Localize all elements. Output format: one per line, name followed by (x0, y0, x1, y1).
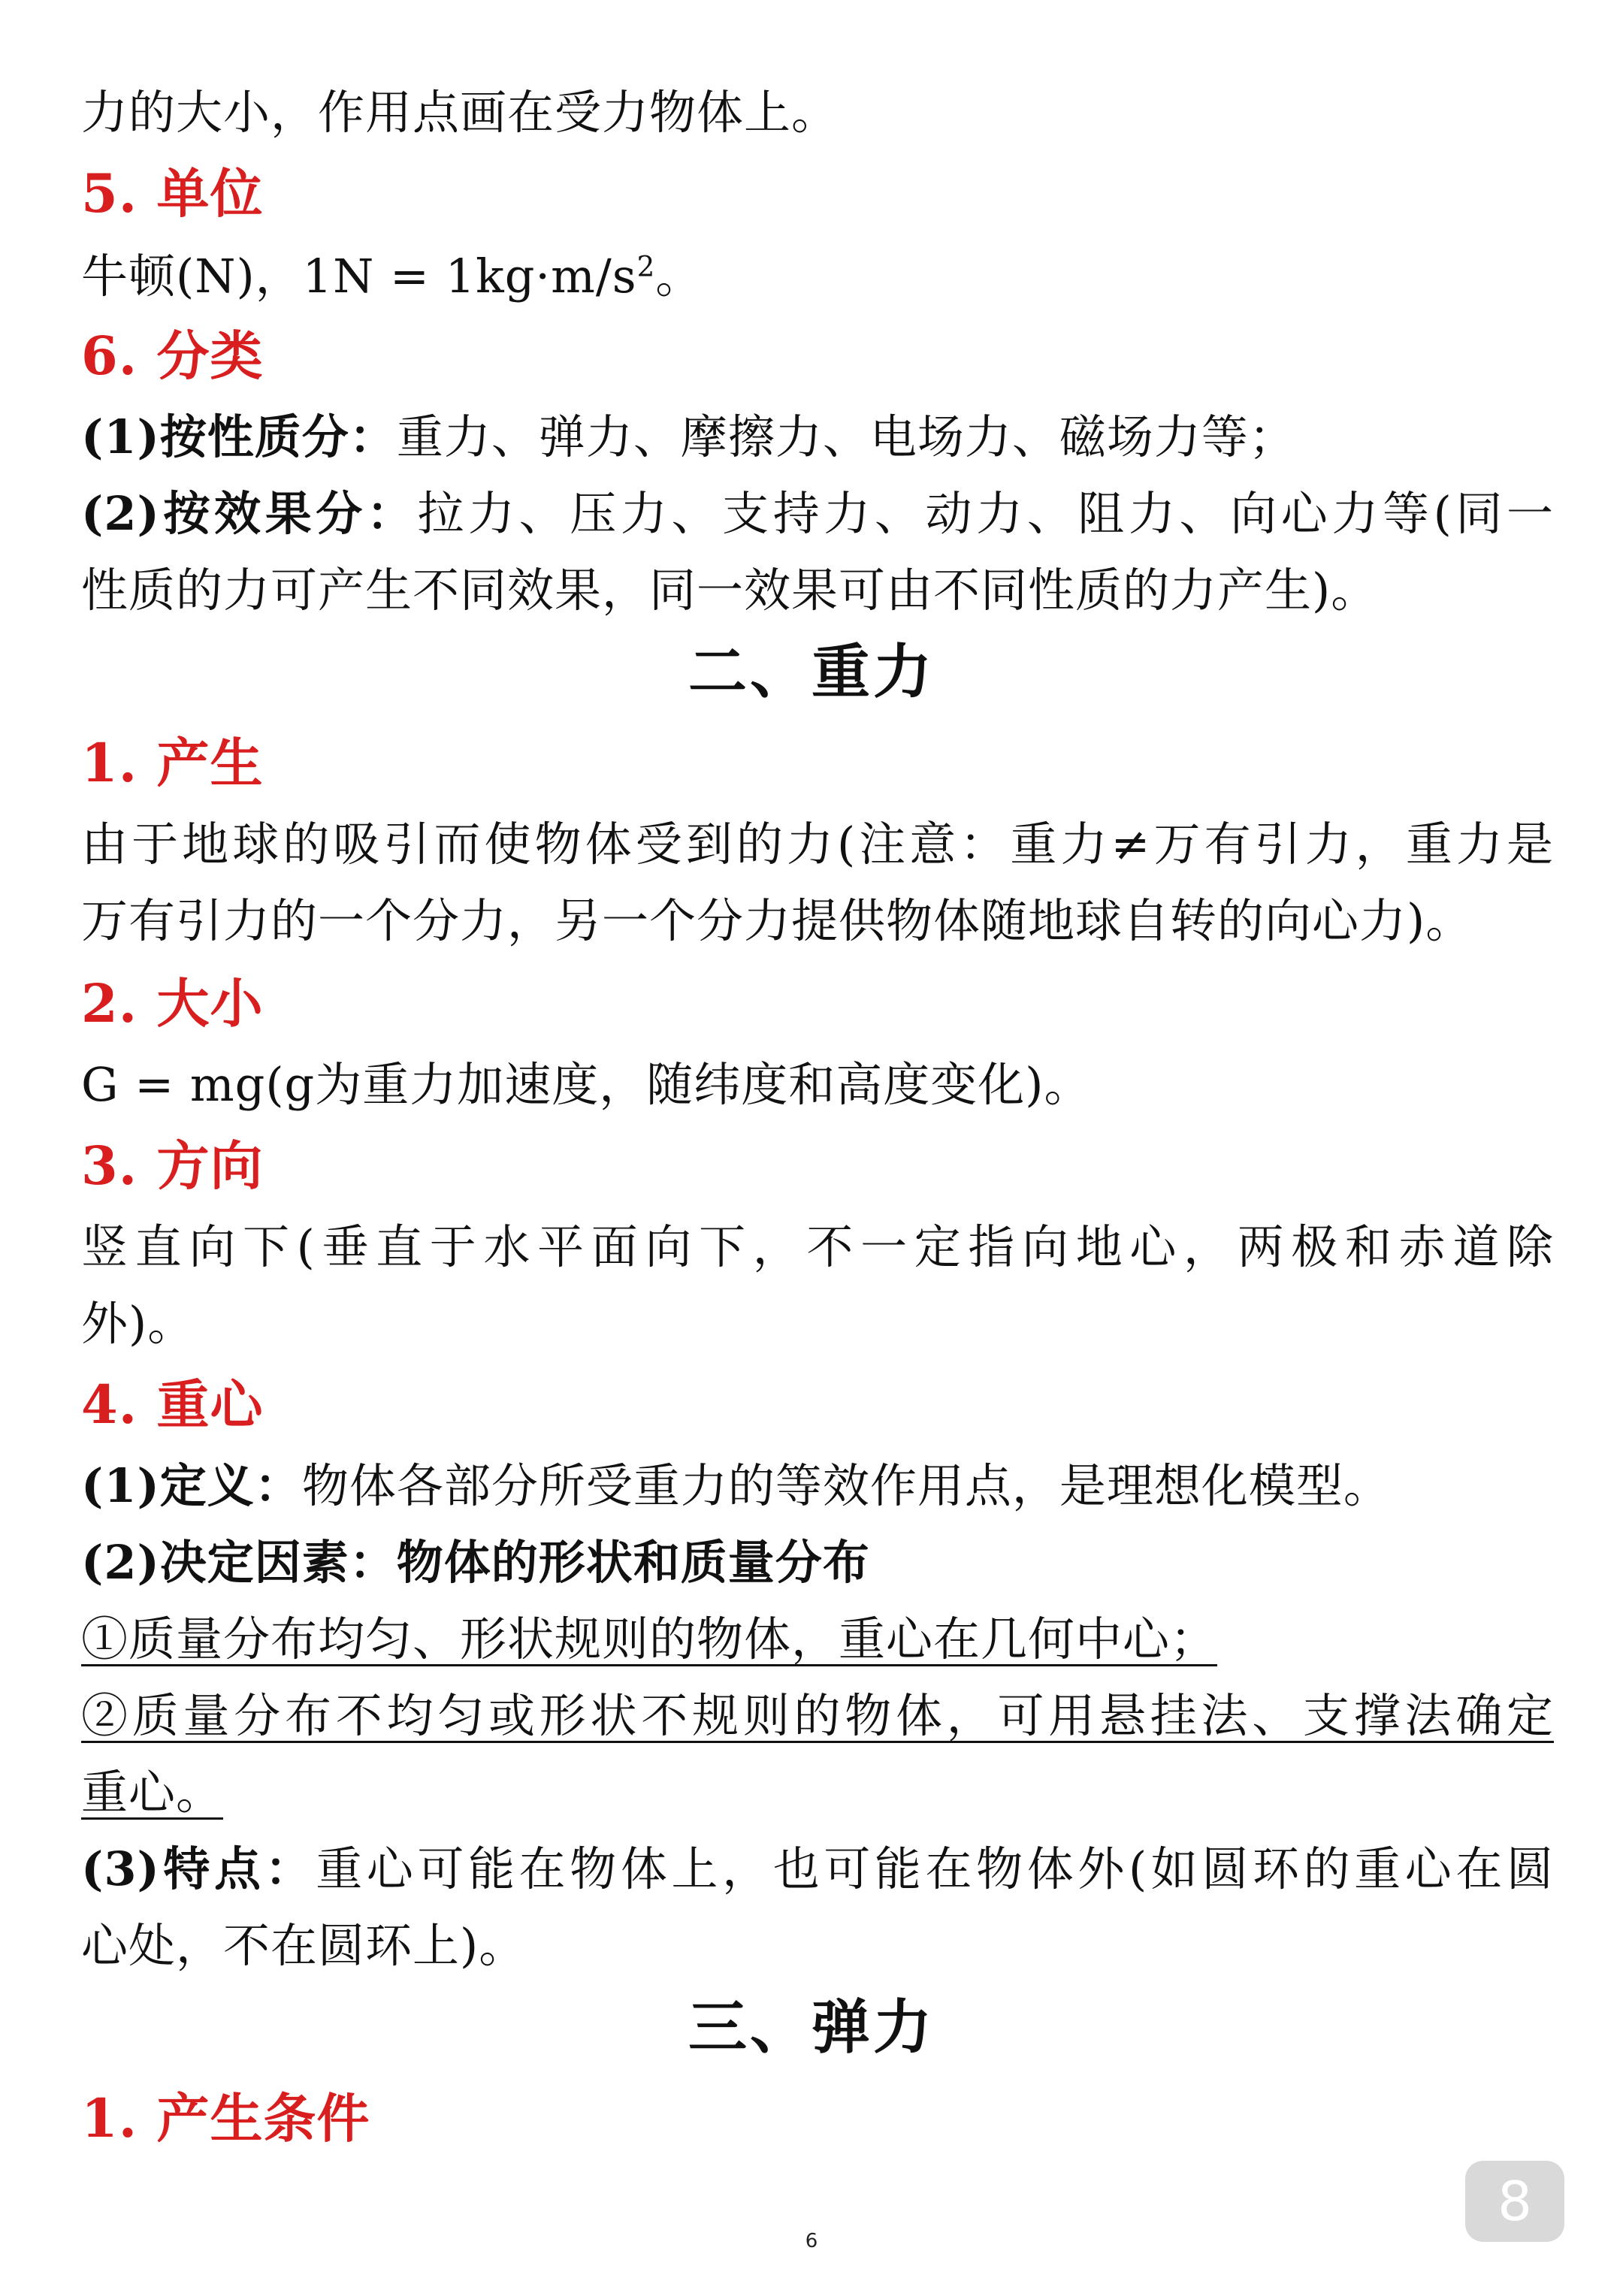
definition-label: (1)定义： (81, 1458, 302, 1513)
subheading-conditions: 1. 产生条件 (81, 2087, 370, 2149)
definition-text: 物体各部分所受重力的等效作用点，是理想化模型。 (301, 1458, 1391, 1513)
classification-label-1: (1)按性质分： (81, 409, 397, 464)
paragraph-line: 由于地球的吸引而使物体受到的力(注意：重力≠万有引力，重力是 (81, 817, 1554, 872)
factor-text-2: ②质量分布不均匀或形状不规则的物体，可用悬挂法、支撑法确定 (81, 1688, 1554, 1743)
unit-line (81, 239, 1554, 314)
subheading-center-of-gravity: 4. 重心 (81, 1373, 264, 1436)
classification-text-1: 重力、弹力、摩擦力、电场力、磁场力等； (396, 409, 1296, 464)
factor-item-2-continued (81, 1755, 1554, 1830)
subheading-origin: 1. 产生 (81, 732, 264, 794)
classification-item-1 (81, 400, 1554, 475)
characteristics-item (81, 1832, 1554, 1907)
subheading-direction: 3. 方向 (81, 1134, 264, 1197)
characteristics-continued: 心处，不在圆环上)。 (81, 1918, 527, 1973)
section-title-gravity: 二、重力 (688, 638, 935, 706)
characteristics-text: 重心可能在物体上，也可能在物体外(如圆环的重心在圆 (316, 1841, 1554, 1896)
classification-text-2: 拉力、压力、支持力、动力、阻力、向心力等(同一 (417, 486, 1554, 541)
paragraph-line: 万有引力的一个分力，另一个分力提供物体随地球自转的向心力)。 (81, 893, 1473, 948)
factor-item-1 (81, 1602, 1554, 1677)
paragraph-line: 力的大小，作用点画在受力物体上。 (81, 85, 839, 140)
unit-superscript: 2 (636, 249, 656, 283)
paragraph-line: 外)。 (81, 1296, 195, 1351)
unit-end: 。 (655, 249, 703, 304)
page-number: 6 (805, 2230, 818, 2252)
section-title-elastic: 三、弹力 (688, 1993, 935, 2062)
subheading-classification: 6. 分类 (81, 325, 264, 387)
paragraph-line: 竖直向下(垂直于水平面向下，不一定指向地心，两极和赤道除 (81, 1219, 1554, 1274)
factor-text-2-continued: 重心。 (81, 1765, 224, 1820)
paragraph-line: G = mg(g为重力加速度，随纬度和高度变化)。 (81, 1057, 1092, 1112)
subheading-magnitude: 2. 大小 (81, 972, 264, 1035)
characteristics-label: (3)特点： (81, 1841, 316, 1896)
classification-item-2-continued: 性质的力可产生不同效果，同一效果可由不同性质的力产生)。 (81, 563, 1379, 618)
page-badge: 8 (1465, 2161, 1564, 2242)
classification-item-2 (81, 476, 1554, 551)
factor-text-1: ①质量分布均匀、形状规则的物体，重心在几何中心； (81, 1612, 1218, 1666)
unit-text: 牛顿(N)，1N = 1kg·m/s (81, 249, 637, 304)
factor-item-2 (81, 1678, 1554, 1754)
definition-item (81, 1449, 1554, 1524)
subheading-unit: 5. 单位 (81, 162, 264, 225)
determining-factors: (2)决定因素：物体的形状和质量分布 (81, 1535, 870, 1590)
classification-label-2: (2)按效果分： (81, 486, 418, 541)
